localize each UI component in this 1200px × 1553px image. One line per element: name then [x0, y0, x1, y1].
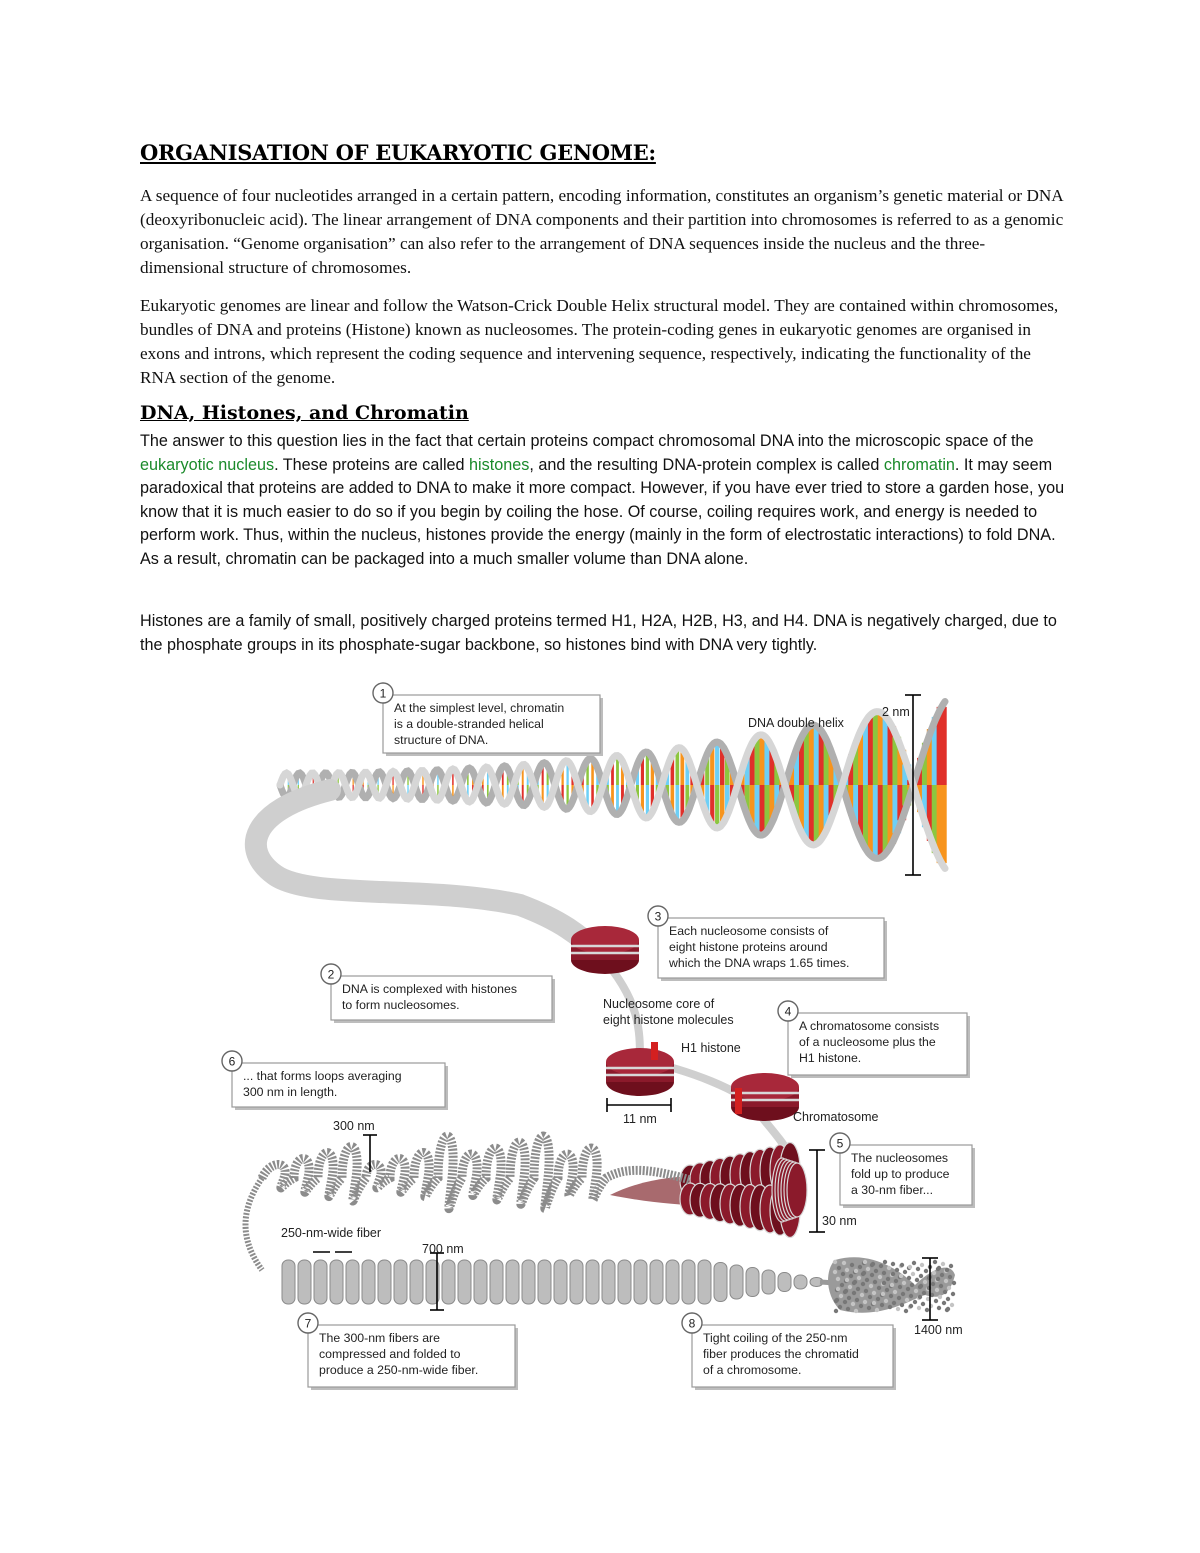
- chromatid-speckle: [879, 1264, 883, 1268]
- chromatid-speckle: [847, 1296, 851, 1300]
- callout-text-line: fold up to produce: [851, 1167, 950, 1181]
- chromatid-speckle: [925, 1308, 929, 1312]
- chromatid-speckle: [940, 1273, 944, 1277]
- chromatid-speckle: [864, 1289, 868, 1293]
- eukaryotic-genome-paragraph: Eukaryotic genomes are linear and follow the Watson-Crick Double Helix structural model. They are contained within chromosomes, bundles of DNA and proteins (Histone) known as nucleosomes. The protein-coding genes in eukaryotic genomes are organised in exons and introns, which represent the coding sequence and intervening sequence, respectively, indicating the functionality of the RNA section of the genome.: [140, 296, 1059, 387]
- chromatid-speckle: [896, 1307, 900, 1311]
- callout-number: 7: [304, 1316, 312, 1331]
- chromatid-speckle: [843, 1300, 847, 1304]
- chromatid-speckle: [883, 1260, 887, 1264]
- chromatid-speckle: [839, 1294, 843, 1298]
- h1-histone-marker: [651, 1042, 658, 1060]
- fiber-coil: [554, 1260, 567, 1304]
- thirty-nm-fiber: [610, 1143, 807, 1238]
- fiber-coil: [634, 1260, 647, 1304]
- chromatid-speckle: [854, 1269, 858, 1273]
- section-heading: DNA, Histones, and Chromatin: [140, 402, 469, 424]
- chromatid-speckle: [833, 1260, 837, 1264]
- chromatid-speckle: [902, 1281, 906, 1285]
- callout-number: 3: [654, 909, 662, 924]
- callout-text-line: which the DNA wraps 1.65 times.: [669, 956, 850, 970]
- chromatid-speckle: [898, 1285, 902, 1289]
- label-dna-double-helix: DNA double helix: [748, 716, 844, 730]
- label-30nm: 30 nm: [822, 1214, 857, 1228]
- chromatid-speckle: [836, 1277, 840, 1281]
- chromatid-speckle: [849, 1274, 853, 1278]
- text-segment: . These proteins are called: [274, 455, 470, 474]
- chromatid-speckle: [900, 1303, 904, 1307]
- chromatid-speckle: [933, 1260, 937, 1264]
- document-title: ORGANISATION OF EUKARYOTIC GENOME:: [140, 140, 656, 165]
- chromatid-speckle: [924, 1269, 928, 1273]
- callout-text-line: Each nucleosome consists of: [669, 924, 829, 938]
- fiber-coil: [586, 1260, 599, 1304]
- chromatid-speckle: [918, 1295, 922, 1299]
- fiber-coil: [330, 1260, 343, 1304]
- fiber-coil: [282, 1260, 295, 1304]
- chromatid-speckle: [899, 1274, 903, 1278]
- label-h1-histone: H1 histone: [681, 1041, 741, 1055]
- chromatid-speckle: [844, 1289, 848, 1293]
- callout-number: 8: [688, 1316, 696, 1331]
- fiber-coil: [442, 1260, 455, 1304]
- nucleosome-middle: [606, 1048, 674, 1096]
- fiber-coil: [298, 1260, 311, 1304]
- chromatid-speckle: [870, 1273, 874, 1277]
- chromatid-speckle: [878, 1275, 882, 1279]
- chromatid-speckle: [944, 1279, 948, 1283]
- chromatid-speckle: [951, 1292, 955, 1296]
- fiber-coil: [378, 1260, 391, 1304]
- dna-double-helix-illustration: [280, 702, 945, 869]
- chromatid-speckle: [894, 1279, 898, 1283]
- callout-text-line: The 300-nm fibers are: [319, 1331, 440, 1345]
- chromatid: [828, 1257, 956, 1313]
- chromatid-speckle: [876, 1297, 880, 1301]
- callout-text-line: is a double-stranded helical: [394, 717, 544, 731]
- chromatid-speckle: [859, 1304, 863, 1308]
- callout-text-line: of a chromosome.: [703, 1363, 802, 1377]
- callout-number: 2: [327, 967, 335, 982]
- histones-link[interactable]: histones: [469, 455, 530, 474]
- chromatid-speckle: [945, 1268, 949, 1272]
- chromatid-speckle: [920, 1263, 924, 1267]
- label-250nm-fiber: 250-nm-wide fiber: [281, 1226, 382, 1240]
- chromatid-speckle: [838, 1305, 842, 1309]
- loop-connector: [246, 1178, 263, 1270]
- chromatid-speckle: [871, 1262, 875, 1266]
- fiber-coil: [794, 1275, 807, 1289]
- fiber-coil: [410, 1260, 423, 1304]
- two-fifty-nm-fiber: [282, 1260, 880, 1304]
- chromatid-speckle: [863, 1260, 867, 1264]
- fiber-coil: [314, 1260, 327, 1304]
- three-hundred-nm-loops: [246, 1136, 691, 1270]
- chromatid-speckle: [948, 1275, 952, 1279]
- chromatid-speckle: [901, 1292, 905, 1296]
- callout-text-line: 300 nm in length.: [243, 1085, 338, 1099]
- chromatid-speckle: [889, 1294, 893, 1298]
- chromatin-packaging-diagram: [0, 670, 1200, 1410]
- chromatid-speckle: [867, 1306, 871, 1310]
- callout-5: [830, 1133, 975, 1208]
- chromatid-speckle: [855, 1298, 859, 1302]
- fiber-coil: [730, 1265, 743, 1299]
- chromatid-speckle: [941, 1262, 945, 1266]
- chromatid-speckle: [892, 1301, 896, 1305]
- chromatid-speckle: [909, 1294, 913, 1298]
- callout-text-line: structure of DNA.: [394, 733, 489, 747]
- label-nucleosome-core-2: eight histone molecules: [603, 1013, 734, 1027]
- chromatid-speckle: [891, 1262, 895, 1266]
- chromatid-speckle: [946, 1307, 950, 1311]
- chromatid-speckle: [942, 1301, 946, 1305]
- chromatid-speckle: [865, 1278, 869, 1282]
- chromatosome: [731, 1073, 799, 1121]
- chromatid-speckle: [937, 1266, 941, 1270]
- callout-7: [298, 1313, 518, 1390]
- chromatid-speckle: [943, 1290, 947, 1294]
- chromatid-speckle: [858, 1265, 862, 1269]
- text-segment: , and the resulting DNA-protein complex is called: [529, 455, 884, 474]
- chromatid-speckle: [911, 1272, 915, 1276]
- label-nucleosome-core-1: Nucleosome core of: [603, 997, 715, 1011]
- fiber-nucleosome: [787, 1163, 807, 1217]
- chromatid-speckle: [854, 1309, 858, 1313]
- chromatid-speckle: [884, 1299, 888, 1303]
- callout-4: [778, 1001, 970, 1078]
- chromatid-speckle: [846, 1307, 850, 1311]
- callout-8: [682, 1313, 896, 1390]
- fiber-coil: [394, 1260, 407, 1304]
- chromatid-speckle: [922, 1291, 926, 1295]
- chromatid-speckle: [936, 1277, 940, 1281]
- fiber-coil: [458, 1260, 471, 1304]
- chromatid-speckle: [916, 1267, 920, 1271]
- chromatid-speckle: [874, 1269, 878, 1273]
- fiber-coil: [682, 1260, 695, 1304]
- chromatid-speckle: [900, 1263, 904, 1267]
- callout-number: 4: [784, 1004, 792, 1019]
- chromatid-speckle: [910, 1283, 914, 1287]
- chromatid-speckle: [852, 1291, 856, 1295]
- fiber-coil: [762, 1270, 775, 1294]
- chromatid-speckle: [882, 1281, 886, 1285]
- chromatid-speckle: [877, 1286, 881, 1290]
- chromatid-speckle: [917, 1306, 921, 1310]
- eukaryotic-nucleus-link[interactable]: eukaryotic nucleus: [140, 455, 275, 474]
- chromatid-speckle: [861, 1282, 865, 1286]
- label-300nm: 300 nm: [333, 1119, 375, 1133]
- chromatid-speckle: [939, 1284, 943, 1288]
- label-1400nm: 1400 nm: [914, 1323, 963, 1337]
- chromatid-speckle: [869, 1284, 873, 1288]
- fiber-coil: [602, 1260, 615, 1304]
- chromatid-speckle: [914, 1289, 918, 1293]
- callout-text-line: At the simplest level, chromatin: [394, 701, 565, 715]
- chromatin-link[interactable]: chromatin: [883, 455, 955, 474]
- chromatid-speckle: [915, 1278, 919, 1282]
- chromatid-speckle: [866, 1267, 870, 1271]
- fiber-coil: [522, 1260, 535, 1304]
- chromatid-speckle: [882, 1271, 886, 1275]
- chromatin-paragraph: [140, 430, 1065, 572]
- label-700nm: 700 nm: [422, 1242, 464, 1256]
- nucleosome-top: [571, 926, 639, 974]
- chromatid-speckle: [881, 1292, 885, 1296]
- chromatid-speckle: [890, 1283, 894, 1287]
- chromatid-speckle: [888, 1305, 892, 1309]
- text-segment: The answer to this question lies in the fact that certain proteins compact chromosomal DNA into the microscopic space of the: [140, 432, 1034, 450]
- chromatid-speckle: [868, 1295, 872, 1299]
- chromatid-speckle: [908, 1265, 912, 1269]
- callout-text-line: The nucleosomes: [851, 1151, 949, 1165]
- fiber-coil: [506, 1260, 519, 1304]
- chromatid-speckle: [913, 1300, 917, 1304]
- chromatid-speckle: [909, 1304, 913, 1308]
- chromatid-speckle: [921, 1302, 925, 1306]
- chromatid-speckle: [840, 1283, 844, 1287]
- chromatid-speckle: [873, 1280, 877, 1284]
- chromatid-speckle: [836, 1287, 840, 1291]
- fiber-coil: [746, 1268, 759, 1297]
- chromatid-speckle: [895, 1268, 899, 1272]
- chromatid-speckle: [950, 1303, 954, 1307]
- callout-text-line: produce a 250-nm-wide fiber.: [319, 1363, 479, 1377]
- intro-paragraph: A sequence of four nucleotides arranged in a certain pattern, encoding information, constitutes an organism’s genetic material or DNA (deoxyribonucleic acid). The linear arrangement of DNA components and their partition into chromosomes is referred to as a genomic organisation. “Genome organisation” can also refer to the arrangement of DNA sequences inside the nucleus and the three-dimensional structure of chromosomes.: [140, 186, 1064, 277]
- callout-number: 6: [228, 1054, 236, 1069]
- fiber-coil: [538, 1260, 551, 1304]
- chromatid-speckle: [856, 1287, 860, 1291]
- chromatid-speckle: [931, 1282, 935, 1286]
- callout-number: 5: [836, 1136, 844, 1151]
- label-chromatosome: Chromatosome: [793, 1110, 879, 1124]
- callout-3: [648, 906, 887, 981]
- fiber-coil: [362, 1260, 375, 1304]
- chromatid-speckle: [845, 1268, 849, 1272]
- chromatid-speckle: [919, 1284, 923, 1288]
- chromatid-speckle: [834, 1309, 838, 1313]
- chromatid-speckle: [863, 1300, 867, 1304]
- chromatid-speckle: [949, 1264, 953, 1268]
- chromatid-speckle: [872, 1291, 876, 1295]
- callout-text-line: fiber produces the chromatid: [703, 1347, 859, 1361]
- chromatid-speckle: [845, 1278, 849, 1282]
- chromatid-speckle: [880, 1303, 884, 1307]
- callout-text-line: A chromatosome consists: [799, 1019, 940, 1033]
- chromatid-speckle: [935, 1288, 939, 1292]
- chromatid-speckle: [833, 1270, 837, 1274]
- chromatid-speckle: [885, 1288, 889, 1292]
- chromatid-speckle: [907, 1276, 911, 1280]
- chromatid-speckle: [906, 1287, 910, 1291]
- chromatid-speckle: [853, 1280, 857, 1284]
- label-2nm: 2 nm: [882, 705, 910, 719]
- callout-text-line: to form nucleosomes.: [342, 998, 460, 1012]
- fiber-coil: [570, 1260, 583, 1304]
- chromatid-speckle: [897, 1296, 901, 1300]
- chromatid-speckle: [872, 1301, 876, 1305]
- callout-1: [373, 683, 603, 756]
- callout-2: [321, 964, 555, 1023]
- callout-number: 1: [379, 686, 387, 701]
- chromatid-speckle: [886, 1277, 890, 1281]
- fiber-coil: [698, 1260, 711, 1304]
- chromatid-speckle: [937, 1306, 941, 1310]
- fiber-coil: [346, 1260, 359, 1304]
- chromatid-speckle: [947, 1286, 951, 1290]
- chromatid-speckle: [891, 1272, 895, 1276]
- fiber-coil: [618, 1260, 631, 1304]
- histones-paragraph: Histones are a family of small, positively charged proteins termed H1, H2A, H2B, H3, and H4. DNA is negatively charged, due to the phosphate groups in its phosphate-sugar backbone, so histones bind with DNA very tightly.: [140, 612, 1057, 654]
- chromatid-speckle: [848, 1285, 852, 1289]
- fiber-coil: [650, 1260, 663, 1304]
- chromatid-speckle: [860, 1293, 864, 1297]
- chromatid-speckle: [905, 1298, 909, 1302]
- text-segment: . It may seem paradoxical that proteins are added to DNA to make it more compact. However, if you have ever tried to store a garden hose, you know that it is much easier to do so if you begin by coiling the hose. Of course, coiling requires work, and energy is needed to perform work. Thus, within the nucleus, histones provide the energy (mainly in the form of electrostatic interactions) to fold DNA. As a result, chromatin can be packaged into a much smaller volume than DNA alone.: [140, 455, 1065, 568]
- chromatid-speckle: [904, 1309, 908, 1313]
- chromatid-speckle: [923, 1280, 927, 1284]
- callout-text-line: Tight coiling of the 250-nm: [703, 1331, 848, 1345]
- chromatid-speckle: [842, 1261, 846, 1265]
- chromatid-speckle: [903, 1270, 907, 1274]
- callout-text-line: ... that forms loops averaging: [243, 1069, 402, 1083]
- chromatid-speckle: [932, 1271, 936, 1275]
- chromatid-speckle: [919, 1274, 923, 1278]
- fiber-coil: [490, 1260, 503, 1304]
- chromatid-speckle: [912, 1261, 916, 1265]
- chromatid-speckle: [857, 1276, 861, 1280]
- fiber-coil: [714, 1263, 727, 1302]
- callout-text-line: of a nucleosome plus the: [799, 1035, 936, 1049]
- label-11nm: 11 nm: [623, 1112, 657, 1126]
- chromatid-speckle: [837, 1266, 841, 1270]
- chromatid-speckle: [887, 1266, 891, 1270]
- chromatid-speckle: [835, 1298, 839, 1302]
- callout-text-line: DNA is complexed with histones: [342, 982, 517, 996]
- chromatid-speckle: [841, 1272, 845, 1276]
- fiber-coil: [666, 1260, 679, 1304]
- callout-6: [222, 1051, 448, 1110]
- chromatid-speckle: [862, 1271, 866, 1275]
- chromatid-speckle: [893, 1290, 897, 1294]
- callout-text-line: a 30-nm fiber...: [851, 1183, 934, 1197]
- chromatid-speckle: [952, 1281, 956, 1285]
- fiber-coil: [474, 1260, 487, 1304]
- chromatid-speckle: [938, 1295, 942, 1299]
- chromatid-speckle: [875, 1308, 879, 1312]
- chromatid-speckle: [946, 1297, 950, 1301]
- chromatid-speckle: [850, 1263, 854, 1267]
- chromatid-speckle: [934, 1299, 938, 1303]
- chromatid-speckle: [851, 1302, 855, 1306]
- callout-text-line: H1 histone.: [799, 1051, 862, 1065]
- callout-text-line: eight histone proteins around: [669, 940, 828, 954]
- fiber-coil: [778, 1273, 791, 1292]
- callout-text-line: compressed and folded to: [319, 1347, 461, 1361]
